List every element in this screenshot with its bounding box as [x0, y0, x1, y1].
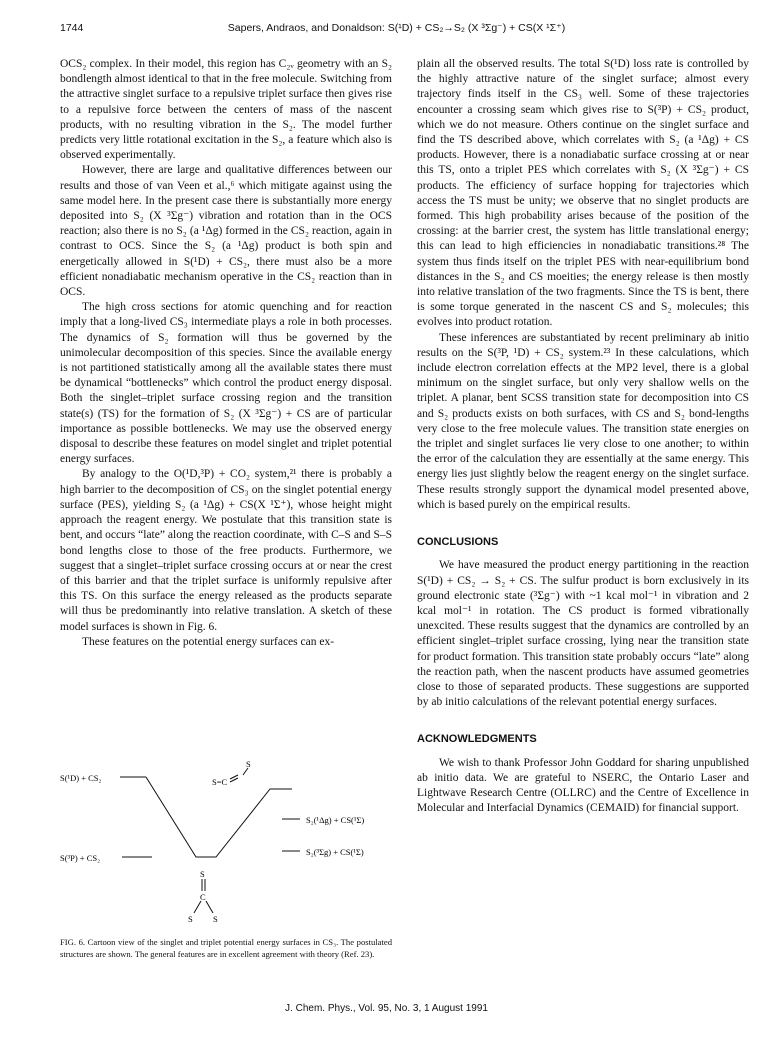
- paragraph: These features on the potential energy surfaces can ex-: [82, 635, 335, 648]
- figure-6-diagram: [60, 755, 392, 925]
- right-column: [417, 57, 749, 816]
- paragraph: plain all the observed results. The total S(¹D) loss rate is controlled by the highly attractive nature of the singlet surface; almost every trajectory finds itself in the CS₃ well. Some of these trajectories encounter a crossing seam which gives rise to S(³P) + CS₂ product, which we do not measure. Others continue on the singlet surface and find the TS described above, which correlates with S₂ (a ¹Δg) + CS products. However, there is a nonadiabatic surface crossing at or near this TS, onto a triplet PES which correlates with S₂ (X ³Σg⁻) + CS products. The efficiency of surface hopping for trajectories which access the TS must be unity; we observe that no singlet products are formed. This high probability arises because of the position of the crossing: at the barrier crest, the system has little translational energy; this can lead to high efficiencies in nonadiabatic transitions.²⁸ The system thus finds itself on the triplet PES with near-equilibrium bond distances in the S₂ and CS moeities; the energy release is then mostly into relative translation of the two fragments. Since the TS is bent, there is some torque generated in the nascent CS and S₂ molecules; this evolves into product rotation.: [417, 58, 749, 329]
- running-header: [60, 22, 733, 38]
- paragraph: These inferences are substantiated by recent preliminary ab initio results on the S(³P, ¹D) + CS₂ system.²³ In these calculations, which include electron correlation effects at the MP2 level, there is a global minimum on the singlet surface, but only very shallow wells on the triplet. A planar, bent SCSS transition state for decomposition into CS and S₂ products exists on both surfaces, with CS and S₂ bond-lengths very close to the free molecule values. The transition state energies on the triplet and singlet surfaces lie very close to one another; to within the error of the calculation they are essentially at the same energy. This energy lies just slightly below the reagent energy on the singlet surface. These results strongly support the dynamical model presented above, which is based purely on the empirical results.: [417, 331, 749, 511]
- acknowledgments-paragraph: We wish to thank Professor John Goddard for sharing unpublished ab initio data. We are grateful to NSERC, the Ontario Laser and Lightwave Research Centre (OLLRC) and the Centre of Excellence in Molecular and Interfacial Dynamics (CEMAID) for financial support.: [417, 756, 749, 815]
- page-number: 1744: [60, 22, 84, 34]
- conclusions-heading: CONCLUSIONS: [417, 536, 499, 549]
- well-atom-mid: C: [200, 892, 206, 902]
- well-atom-top: S: [200, 869, 205, 879]
- triplet-product-label: S₂(³Σg) + CS(¹Σ): [306, 847, 364, 857]
- paragraph: By analogy to the O(¹D,³P) + CO₂ system,²¹ there is probably a high barrier to the decomposition of CS₃ on the singlet potential energy surface (PES), yielding S₂ (a ¹Δg) + CS(X ¹Σ⁺), whose height might approach the reagent energy. We postulate that this transition state is bent, and occurs “late” along the reaction coordinate, with C–S and S–S bond lengths close to those of the free products. Furthermore, we suggest that a singlet–triplet surface crossing occurs at or near the crest of this barrier and that the triplet surface is uniformly repulsive after this TS. On this surface the energy released as the products separate will thus be predominantly into relative translation. A sketch of these model surfaces is shown in Fig. 6.: [60, 468, 392, 633]
- well-atom-right: S: [213, 914, 218, 924]
- paragraph: However, there are large and qualitative differences between our results and those of van Veen et al.,⁶ which mitigate against using the same model here. In the present case there is substantially more energy deposited into S₂ (X ³Σg⁻) vibration and rotation than in the OCS reaction; also there is no S₂ (a ¹Δg) formed in the CS₂ reaction, again in contrast to OCS. Since the S₂ (a ¹Δg) product is both spin and energetically allowed in S(¹D) + CS₂, there must also be a more efficient nonadiabatic mechanism operative in the CS₂ reaction than in OCS.: [60, 164, 392, 299]
- ts-structure-label: S=C: [212, 777, 228, 787]
- singlet-product-label: S₂(¹Δg) + CS(¹Σ): [306, 815, 365, 825]
- running-title: Sapers, Andraos, and Donaldson: S(¹D) + CS₂→S₂ (X ³Σg⁻) + CS(X ¹Σ⁺): [227, 22, 566, 34]
- conclusions-paragraph: We have measured the product energy partitioning in the reaction S(¹D) + CS₂ → S₂ + CS. The sulfur product is born exclusively in its ground electronic state (³Σg⁻) with ~1 kcal mol⁻¹ in vibration and 2 kcal mol⁻¹ in rotation. The CS product is formed vibrationally unexcited. These results suggest that the dynamics are controlled by an efficient singlet–triplet surface crossing, lying near the transition state for product formation. This transition state probably occurs “late” along the reaction path, when the nascent products have assumed geometries close to those of separated products. These suggestions are supported by ab initio calculations of the relevant potential energy surfaces.: [417, 559, 749, 709]
- figure-caption: FIG. 6. Cartoon view of the singlet and triplet potential energy surfaces in CS₃. The postulated structures are shown. The general features are in excellent agreement with theory (Ref. 23).: [60, 937, 392, 959]
- triplet-reagent-label: S(³P) + CS₂: [60, 853, 101, 863]
- journal-citation: J. Chem. Phys., Vol. 95, No. 3, 1 August 1991: [285, 1003, 488, 1014]
- left-column: [60, 57, 392, 650]
- ts-atom-label: S: [246, 759, 251, 769]
- singlet-reagent-label: S(¹D) + CS₂: [60, 773, 102, 783]
- acknowledgments-heading: ACKNOWLEDGMENTS: [417, 733, 537, 746]
- well-atom-left: S: [188, 914, 193, 924]
- paragraph: The high cross sections for atomic quenching and for reaction imply that a long-lived CS₃ intermediate plays a role in both processes. The dynamics of S₂ formation will thus be governed by the unimolecular decomposition of this species. Since the available energy is not partitioned statistically among all the available states there must be dynamical “bottlenecks” which control the product energy disposal. Both the singlet–triplet surface crossing region and the transition state(s) (TS) for the formation of S₂ (X ³Σg⁻) + CS are of particular importance as possible bottlenecks. We may use the observed energy disposal to describe these features on model singlet and triplet potential energy surfaces.: [60, 301, 392, 466]
- potential-energy-diagram: [60, 755, 392, 925]
- paragraph: OCS₂ complex. In their model, this region has C₂ᵥ geometry with an S₂ bondlength almost identical to that in the free molecule. Switching from the attractive singlet surface to a repulsive triplet surface then gives rise to a repulsive force between the centers of mass of the nascent products, with no resulting vibration in the S₂. The model further predicts very little rotational excitation in the S₂, a feature which also is observed experimentally.: [60, 58, 392, 162]
- singlet-surface: [146, 777, 292, 857]
